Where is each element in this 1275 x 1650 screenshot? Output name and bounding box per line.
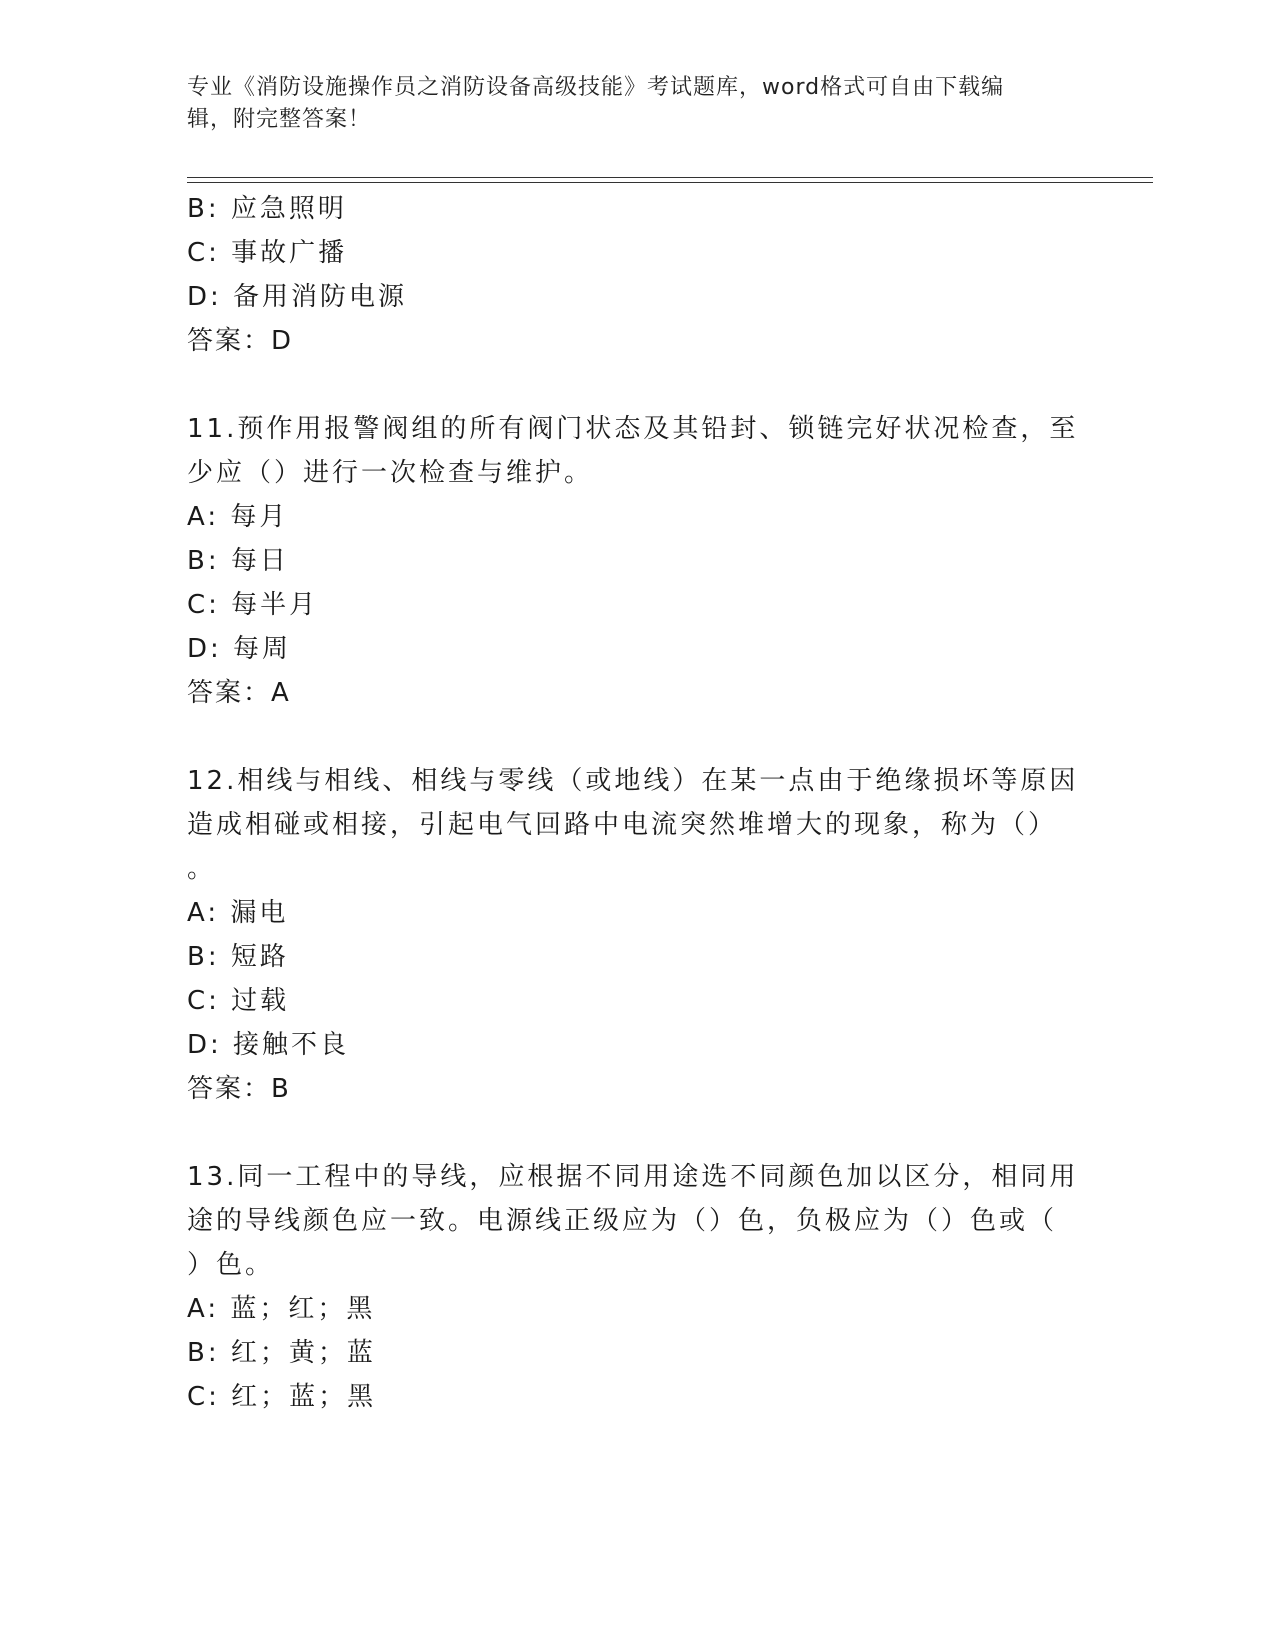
q11-answer: 答案：A <box>187 678 291 708</box>
prev-option-c: C: 事故广播 <box>187 238 348 268</box>
q12-text-line-2: 造成相碰或相接，引起电气回路中电流突然堆增大的现象，称为（） <box>187 810 1058 840</box>
q11-option-c: C: 每半月 <box>187 590 319 620</box>
q11-text-line-2: 少应（）进行一次检查与维护。 <box>187 458 594 488</box>
q12-option-b: B: 短路 <box>187 942 289 972</box>
prev-option-d: D: 备用消防电源 <box>187 282 408 312</box>
prev-option-b: B: 应急照明 <box>187 194 347 224</box>
q12-option-c: C: 过载 <box>187 986 290 1016</box>
header-divider-bottom <box>187 182 1153 183</box>
q11-option-d: D: 每周 <box>187 634 292 664</box>
q13-option-b: B: 红；黄；蓝 <box>187 1338 376 1368</box>
q13-option-a: A: 蓝；红；黑 <box>187 1294 376 1324</box>
q13-text-line-3: ）色。 <box>187 1250 275 1280</box>
q12-text-line-3: 。 <box>187 854 217 884</box>
q12-option-d: D: 接触不良 <box>187 1030 350 1060</box>
q13-text-line-2: 途的导线颜色应一致。电源线正级应为（）色，负极应为（）色或（ <box>187 1206 1058 1236</box>
q13-option-c: C: 红；蓝；黑 <box>187 1382 377 1412</box>
q12-text-line-1: 12.相线与相线、相线与零线（或地线）在某一点由于绝缘损坏等原因 <box>187 766 1079 796</box>
q11-option-a: A: 每月 <box>187 502 289 532</box>
page-header <box>187 72 1067 136</box>
header-divider-top <box>187 177 1153 178</box>
q12-option-a: A: 漏电 <box>187 898 289 928</box>
header-line-1: 专业《消防设施操作员之消防设备高级技能》考试题库，word格式可自由下载编 <box>187 75 1005 100</box>
q12-answer: 答案：B <box>187 1074 291 1104</box>
q13-text-line-1: 13.同一工程中的导线，应根据不同用途选不同颜色加以区分，相同用 <box>187 1162 1079 1192</box>
q11-text-line-1: 11.预作用报警阀组的所有阀门状态及其铅封、锁链完好状况检查，至 <box>187 414 1079 444</box>
prev-answer: 答案：D <box>187 326 294 356</box>
q11-option-b: B: 每日 <box>187 546 289 576</box>
header-line-2: 辑，附完整答案！ <box>187 107 372 132</box>
